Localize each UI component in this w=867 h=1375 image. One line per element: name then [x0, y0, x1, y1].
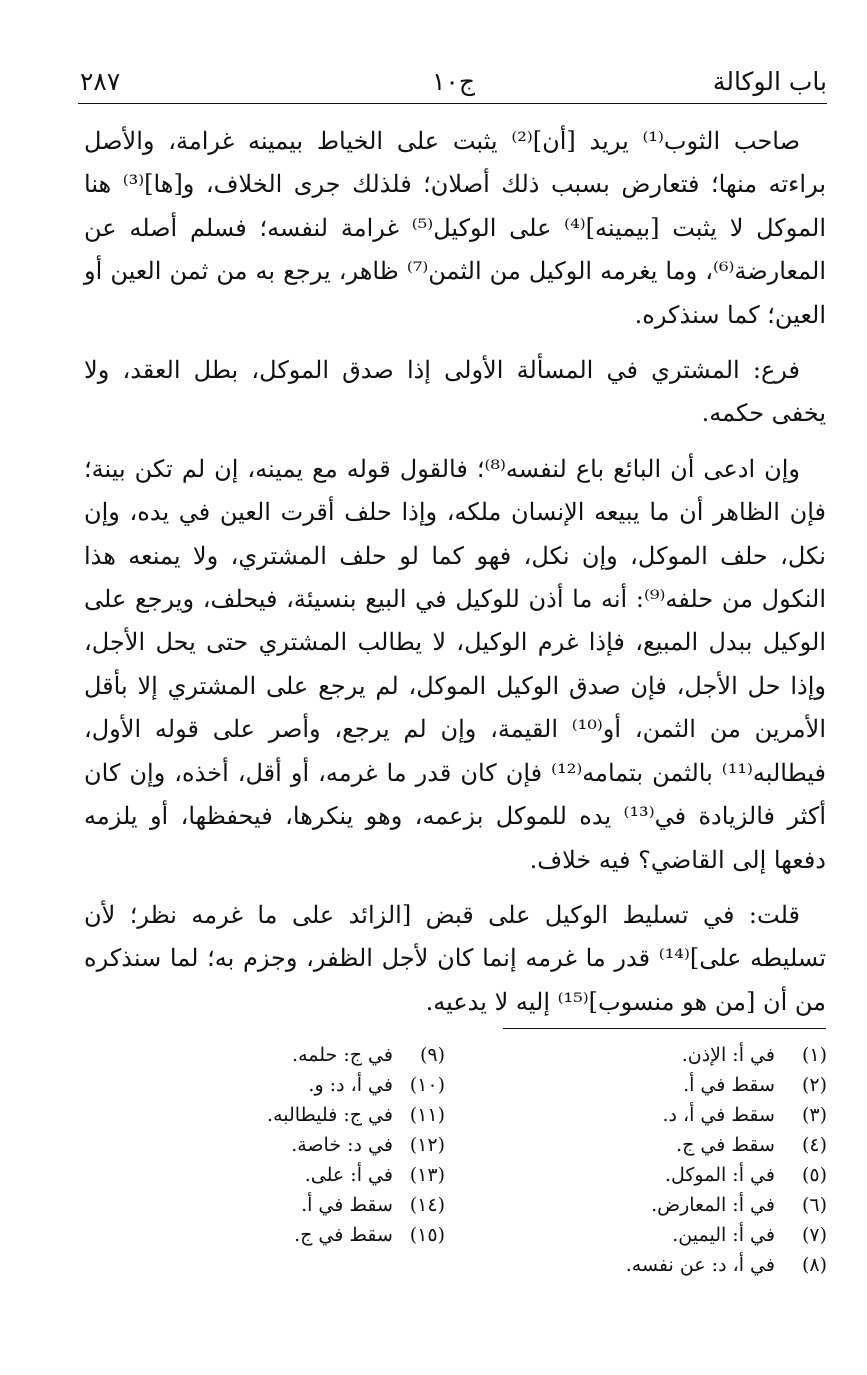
footnote-number: (٩) — [419, 1044, 445, 1066]
chapter-title: باب الوكالة — [712, 67, 827, 96]
footnote-number: (٨) — [801, 1254, 827, 1276]
footnote-text: سقط في أ. — [683, 1074, 775, 1096]
paragraph: قلت: في تسليط الوكيل على قبض [الزائد على ما غرمه نظر؛ لأن تسليطه على]⁽¹⁴⁾ قدر ما غرمه إنما كان لأجل الظفر، وجزم به؛ لما سنذكره من أن [من هو منسوب]⁽¹⁵⁾ إليه لا يدعيه. — [84, 900, 826, 1016]
footnote-text: سقط في ج. — [294, 1224, 393, 1246]
footnote-number: (٥) — [801, 1164, 827, 1186]
footnote — [497, 1160, 827, 1190]
footnotes-right-column — [497, 1040, 827, 1280]
volume-label: ج١٠ — [432, 67, 475, 96]
footnote-number: (٧) — [801, 1224, 827, 1246]
footnote-text: في أ: المعارض. — [651, 1194, 775, 1216]
footnote-text: في أ: الإذن. — [681, 1044, 775, 1066]
paragraph: فرع: المشتري في المسألة الأولى إذا صدق الموكل، بطل العقد، ولا يخفى حكمه. — [84, 356, 826, 428]
footnote-text: في أ، د: و. — [308, 1074, 393, 1096]
footnote — [115, 1100, 445, 1130]
footnote-number: (١) — [801, 1044, 827, 1066]
footnote — [115, 1130, 445, 1160]
footnote-text: في أ: الموكل. — [664, 1164, 775, 1186]
main-text — [84, 120, 826, 1036]
footnote — [497, 1130, 827, 1160]
footnote-text: في ج: فليطالبه. — [267, 1104, 393, 1126]
footnote — [497, 1040, 827, 1070]
page-number: ٢٨٧ — [80, 67, 121, 96]
footnote-text: سقط في ج. — [676, 1134, 775, 1156]
footnote-number: (١٢) — [409, 1134, 445, 1156]
footnote-number: (١٣) — [409, 1164, 445, 1186]
footnote-text: في أ، د: عن نفسه. — [625, 1254, 775, 1276]
footnote-number: (١٥) — [409, 1224, 445, 1246]
footnotes-left-column — [115, 1040, 445, 1250]
paragraph: وإن ادعى أن البائع باع لنفسه⁽⁸⁾؛ فالقول قوله مع يمينه، إن لم تكن بينة؛ فإن الظاهر أن ما يبيعه الإنسان ملكه، وإذا حلف أقرت العين في يده، وإن نكل، حلف الموكل، وإن نكل، فهو كما لو حلف المشتري، ولا يمنعه هذا النكول من حلفه⁽⁹⁾: أنه ما أذن للوكيل في البيع بنسيئة، فيحلف، ويرجع على الوكيل ببدل المبيع، فإذا غرم الوكيل، لا يطالب المشتري حتى يحل الأجل، وإذا حل الأجل، فإن صدق الوكيل الموكل، لم يرجع على المشتري إلا بأقل الأمرين من الثمن، أو⁽¹⁰⁾ القيمة، وإن لم يرجع، وأصر على قوله الأول، فيطالبه⁽¹¹⁾ بالثمن بتمامه⁽¹²⁾ فإن كان قدر ما غرمه، أو أقل، أخذه، وإن كان أكثر فالزيادة في⁽¹³⁾ يده للموكل بزعمه، وهو ينكرها، فيحفظها، أو يلزمه دفعها إلى القاضي؟ فيه خلاف. — [84, 454, 826, 874]
footnote — [497, 1100, 827, 1130]
footnote-text: في أ: على. — [304, 1164, 393, 1186]
footnote-text: في ج: حلمه. — [292, 1044, 393, 1066]
footnote-number: (١٠) — [409, 1074, 445, 1096]
footnote — [115, 1040, 445, 1070]
header-divider — [78, 103, 827, 104]
footnote-divider — [503, 1028, 826, 1029]
footnote-number: (٣) — [801, 1104, 827, 1126]
footnote — [115, 1160, 445, 1190]
footnote — [115, 1220, 445, 1250]
footnote-number: (٢) — [801, 1074, 827, 1096]
footnote — [497, 1190, 827, 1220]
footnote-number: (١٤) — [409, 1194, 445, 1216]
footnote-number: (٤) — [801, 1134, 827, 1156]
footnote-number: (١١) — [409, 1104, 445, 1126]
paragraph: صاحب الثوب⁽¹⁾ يريد [أن]⁽²⁾ يثبت على الخياط بيمينه غرامة، والأصل براءته منها؛ فتعارض بسبب ذلك أصلان؛ فلذلك جرى الخلاف، و[ها]⁽³⁾ هنا الموكل لا يثبت [بيمينه]⁽⁴⁾ على الوكيل⁽⁵⁾ غرامة لنفسه؛ فسلم أصله عن المعارضة⁽⁶⁾، وما يغرمه الوكيل من الثمن⁽⁷⁾ ظاهر، يرجع به من ثمن العين أو العين؛ كما سنذكره. — [84, 127, 827, 329]
footnote — [497, 1220, 827, 1250]
footnote-text: في د: خاصة. — [291, 1134, 393, 1156]
footnote-text: سقط في أ، د. — [662, 1104, 775, 1126]
footnote — [115, 1070, 445, 1100]
footnote — [497, 1250, 827, 1280]
footnote — [497, 1070, 827, 1100]
footnote — [115, 1190, 445, 1220]
running-header — [80, 62, 827, 102]
footnote-text: سقط في أ. — [301, 1194, 393, 1216]
footnote-text: في أ: اليمين. — [672, 1224, 775, 1246]
footnote-number: (٦) — [801, 1194, 827, 1216]
